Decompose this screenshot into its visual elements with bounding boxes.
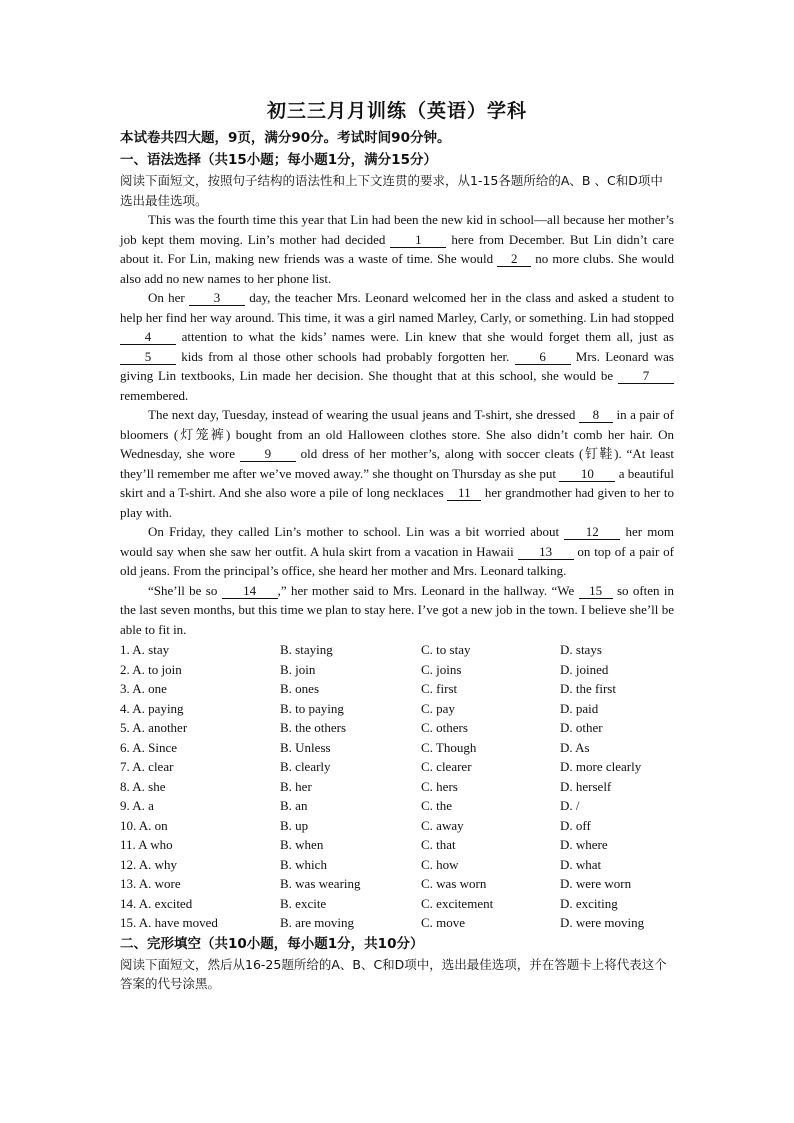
option-c: C. clearer xyxy=(421,759,472,774)
option-d: D. herself xyxy=(560,778,612,794)
blank-10: 10 xyxy=(559,466,615,482)
option-b: B. when xyxy=(280,837,324,852)
question-options-row xyxy=(120,816,674,836)
blank-11: 11 xyxy=(447,485,481,501)
passage-text: no more clubs. She would also add no new names to her phone list. xyxy=(120,251,674,286)
question-options-row xyxy=(120,796,674,816)
passage-text: Mrs. Leonard was giving Lin textbooks, Lin made her decision. She thought that at this school, she would be xyxy=(120,348,674,383)
page-title: 初三三月月训练（英语）学科 xyxy=(266,100,527,122)
option-d: D. were moving xyxy=(560,915,645,930)
question-options-row xyxy=(120,894,674,914)
option-b: B. to paying xyxy=(280,700,344,716)
blank-12: 12 xyxy=(564,524,620,540)
option-b: B. which xyxy=(280,856,327,872)
option-a: 8. A. she xyxy=(120,778,166,794)
option-a: 1. A. stay xyxy=(120,642,170,657)
question-options-row xyxy=(120,835,674,855)
option-d: D. other xyxy=(560,720,603,735)
option-a: 13. A. wore xyxy=(120,876,181,891)
option-b: B. an xyxy=(280,798,308,813)
passage-text: attention to what the kids’ names were. Lin knew that she would forget them all, just as xyxy=(176,329,674,344)
blank-1: 1 xyxy=(390,232,446,248)
passage-text: kids from al those other schools had probably forgotten her. xyxy=(176,348,515,364)
option-a: 11. A who xyxy=(120,837,173,852)
passage-text: The next day, Tuesday, instead of wearing the usual jeans and T-shirt, she dressed xyxy=(148,407,579,422)
option-c: C. joins xyxy=(421,661,462,677)
passage-text: on top of a pair of old jeans. From the principal’s office, she heard her mother and Mrs. Leonard talking. xyxy=(120,543,674,578)
option-c: C. hers xyxy=(421,778,458,794)
option-b: B. up xyxy=(280,817,309,833)
passage-paragraph-4 xyxy=(120,522,674,581)
passage-paragraph-3 xyxy=(120,405,674,522)
passage-text: On Friday, they called Lin’s mother to school. Lin was a bit worried about xyxy=(148,524,565,539)
option-c: C. was worn xyxy=(421,876,487,891)
passage-paragraph-5 xyxy=(120,581,674,640)
option-c: C. move xyxy=(421,915,466,930)
blank-13: 13 xyxy=(518,544,574,560)
blank-5: 5 xyxy=(120,349,176,365)
passage-text: This was the fourth time this year that Lin had been the new kid in school—all because her mother’s job kept them moving. Lin’s mother had decided xyxy=(120,212,674,247)
option-b: B. was wearing xyxy=(280,876,361,891)
option-b: B. Unless xyxy=(280,739,331,755)
passage-paragraph-2 xyxy=(120,288,674,405)
question-options-row xyxy=(120,640,674,660)
passage-text: ,” her mother said to Mrs. Leonard in the hallway. “We xyxy=(277,582,579,598)
blank-9: 9 xyxy=(240,446,296,462)
passage-text: On her xyxy=(148,290,189,305)
exam-page xyxy=(120,96,674,994)
option-d: D. more clearly xyxy=(560,759,642,774)
option-d: D. off xyxy=(560,817,591,833)
section2-instruction: 阅读下面短文，然后从16-25题所给的A、B、C和D项中，选出最佳选项，并在答题卡上将代表这个答案的代号涂黑。 xyxy=(120,956,667,991)
option-b: B. ones xyxy=(280,681,319,696)
passage-text: a beautiful skirt and a T-shirt. And she also wore a pile of long necklaces xyxy=(120,465,674,500)
blank-4: 4 xyxy=(120,329,176,345)
section2-heading: 二、完形填空（共10小题，每小题1分，共10分） xyxy=(120,935,424,952)
option-d: D. stays xyxy=(560,642,602,657)
question-options-row xyxy=(120,679,674,699)
blank-8: 8 xyxy=(579,407,613,423)
option-d: D. joined xyxy=(560,661,609,677)
question-options-row xyxy=(120,718,674,738)
option-a: 12. A. why xyxy=(120,856,178,872)
section1-heading: 一、语法选择（共15小题；每小题1分，满分15分） xyxy=(120,152,437,168)
option-c: C. others xyxy=(421,720,468,735)
option-d: D. exciting xyxy=(560,895,618,911)
option-a: 5. A. another xyxy=(120,720,188,735)
blank-15: 15 xyxy=(579,583,613,599)
option-a: 15. A. have moved xyxy=(120,915,218,930)
blank-14: 14 xyxy=(222,583,278,599)
option-c: C. Though xyxy=(421,739,477,755)
passage-text: “She’ll be so xyxy=(148,582,222,598)
question-options-row xyxy=(120,699,674,719)
option-c: C. first xyxy=(421,681,458,696)
question-options-row xyxy=(120,777,674,797)
option-c: C. to stay xyxy=(421,642,471,657)
option-b: B. her xyxy=(280,778,312,794)
option-a: 7. A. clear xyxy=(120,759,174,774)
option-b: B. the others xyxy=(280,720,347,735)
option-b: B. excite xyxy=(280,895,327,911)
option-c: C. away xyxy=(421,817,464,833)
option-d: D. the first xyxy=(560,681,616,696)
option-b: B. join xyxy=(280,661,316,677)
passage-text: so often in the last seven months, but this time we plan to stay here. I’ve got a new job in the town. I believe she’ll be able to fit in. xyxy=(120,582,674,637)
option-a: 10. A. on xyxy=(120,817,168,833)
option-a: 6. A. Since xyxy=(120,739,178,755)
option-c: C. that xyxy=(421,837,456,852)
option-b: B. staying xyxy=(280,642,333,657)
question-options-row xyxy=(120,855,674,875)
passage-paragraph-1 xyxy=(120,210,674,288)
option-a: 3. A. one xyxy=(120,681,167,696)
question-options-row xyxy=(120,757,674,777)
passage-text: remembered. xyxy=(120,387,189,403)
option-b: B. are moving xyxy=(280,915,355,930)
question-options-row xyxy=(120,738,674,758)
passage-text: her grandmother had given to her to play with. xyxy=(120,485,675,520)
option-d: D. / xyxy=(560,798,580,813)
option-b: B. clearly xyxy=(280,759,331,774)
exam-info: 本试卷共四大题，9页，满分90分。考试时间90分钟。 xyxy=(120,130,451,146)
option-d: D. what xyxy=(560,856,602,872)
option-a: 14. A. excited xyxy=(120,895,193,911)
option-d: D. As xyxy=(560,739,590,755)
question-options-row xyxy=(120,874,674,894)
option-c: C. excitement xyxy=(421,895,494,911)
option-d: D. where xyxy=(560,837,608,852)
option-a: 9. A. a xyxy=(120,798,154,813)
passage-text: in a pair of bloomers (灯笼裤) bought from an old Halloween clothes store. She also didn’t comb her hair. On Wednesday, she wore xyxy=(120,407,674,461)
section1-instruction: 阅读下面短文，按照句子结构的语法性和上下文连贯的要求，从1-15各题所给的A、B 、C和D项中选出最佳选项。 xyxy=(120,173,663,208)
blank-7: 7 xyxy=(618,368,674,384)
passage-text: her mom would say when she saw her outfit. A hula skirt from a vacation in Hawaii xyxy=(120,524,674,559)
blank-3: 3 xyxy=(189,290,245,306)
option-d: D. paid xyxy=(560,700,599,716)
option-a: 4. A. paying xyxy=(120,700,184,716)
option-a: 2. A. to join xyxy=(120,661,182,677)
option-d: D. were worn xyxy=(560,876,632,891)
question-options-row xyxy=(120,660,674,680)
option-c: C. the xyxy=(421,798,453,813)
option-c: C. how xyxy=(421,856,459,872)
passage-text: here from December. But Lin didn’t care about it. For Lin, making new friends was a waste of time. She would xyxy=(120,231,675,266)
options-table xyxy=(120,640,674,933)
blank-6: 6 xyxy=(515,349,571,365)
blank-2: 2 xyxy=(497,251,531,267)
passage-text: old dress of her mother’s, along with soccer cleats (钉鞋). “At least they’ll remember me after we’ve moved away.” she thought on Thursday as she put xyxy=(120,446,674,481)
option-c: C. pay xyxy=(421,700,455,716)
passage-text: day, the teacher Mrs. Leonard welcomed her in the class and asked a student to help her find her way around. This time, it was a girl named Marley, Carly, or something. Lin had stopped xyxy=(120,290,674,325)
question-options-row xyxy=(120,913,674,933)
